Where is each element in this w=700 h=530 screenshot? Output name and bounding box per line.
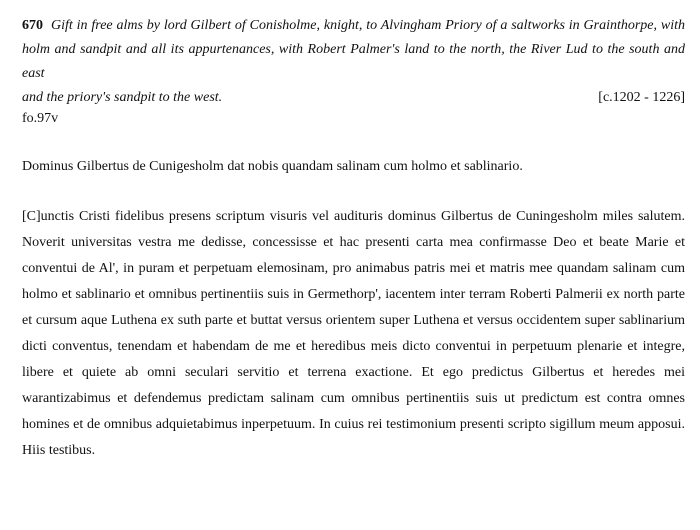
entry-number: 670 [22, 18, 43, 33]
entry-date: [c.1202 - 1226] [598, 90, 685, 105]
entry-heading-end: and the priory's sandpit to the west. [22, 90, 223, 105]
charter-text: [C]unctis Cristi fidelibus presens scriptum visuris vel audituris dominus Gilbertus de Cuningesholm miles salutem. Noverit universitas vestra me dedisse, concessisse et hac presenti carta mea confirmasse Deo et beate Marie et conventui de Al', in puram et perpetuam elemosinam, pro animabus patris mei et matris mee quandam salinam cum holmo et sablinario et omnibus pertinentiis suis in Germethorp', iacentem inter terram Roberti Palmerii ex north parte et cursum aque Luthena ex suth parte et buttat versus orientem super Luthena et versus occidentem super sablinarium dicti conventus, tenendam et habendam de me et heredibus meis dicto conventui in perpetuum plenarie et integre, libere et quiete ab omni seculari servitio et terrena exactione. Et ego predictus Gilbertus et heredes mei warantizabimus et defendemus predictam salinam cum omnibus pertinentiis suis ut predictum est contra omnes homines et de omnibus adquietabimus inperpetuum. In cuius rei testimonium presenti scripto sigillum meum apposui. Hiis testibus. [22, 209, 685, 458]
heading-date-line [22, 86, 685, 110]
folio-reference: fo.97v [22, 111, 59, 126]
document-page [22, 14, 685, 464]
entry-heading [22, 14, 685, 86]
entry-heading-text: Gift in free alms by lord Gilbert of Conisholme, knight, to Alvingham Priory of a saltworks in Grainthorpe, with holm and sandpit and all its appurtenances, with Robert Palmer's land to the north, the River Lud to the south and east [22, 18, 685, 81]
entry-summary: Dominus Gilbertus de Cunigesholm dat nobis quandam salinam cum holmo et sablinario. [22, 159, 523, 174]
